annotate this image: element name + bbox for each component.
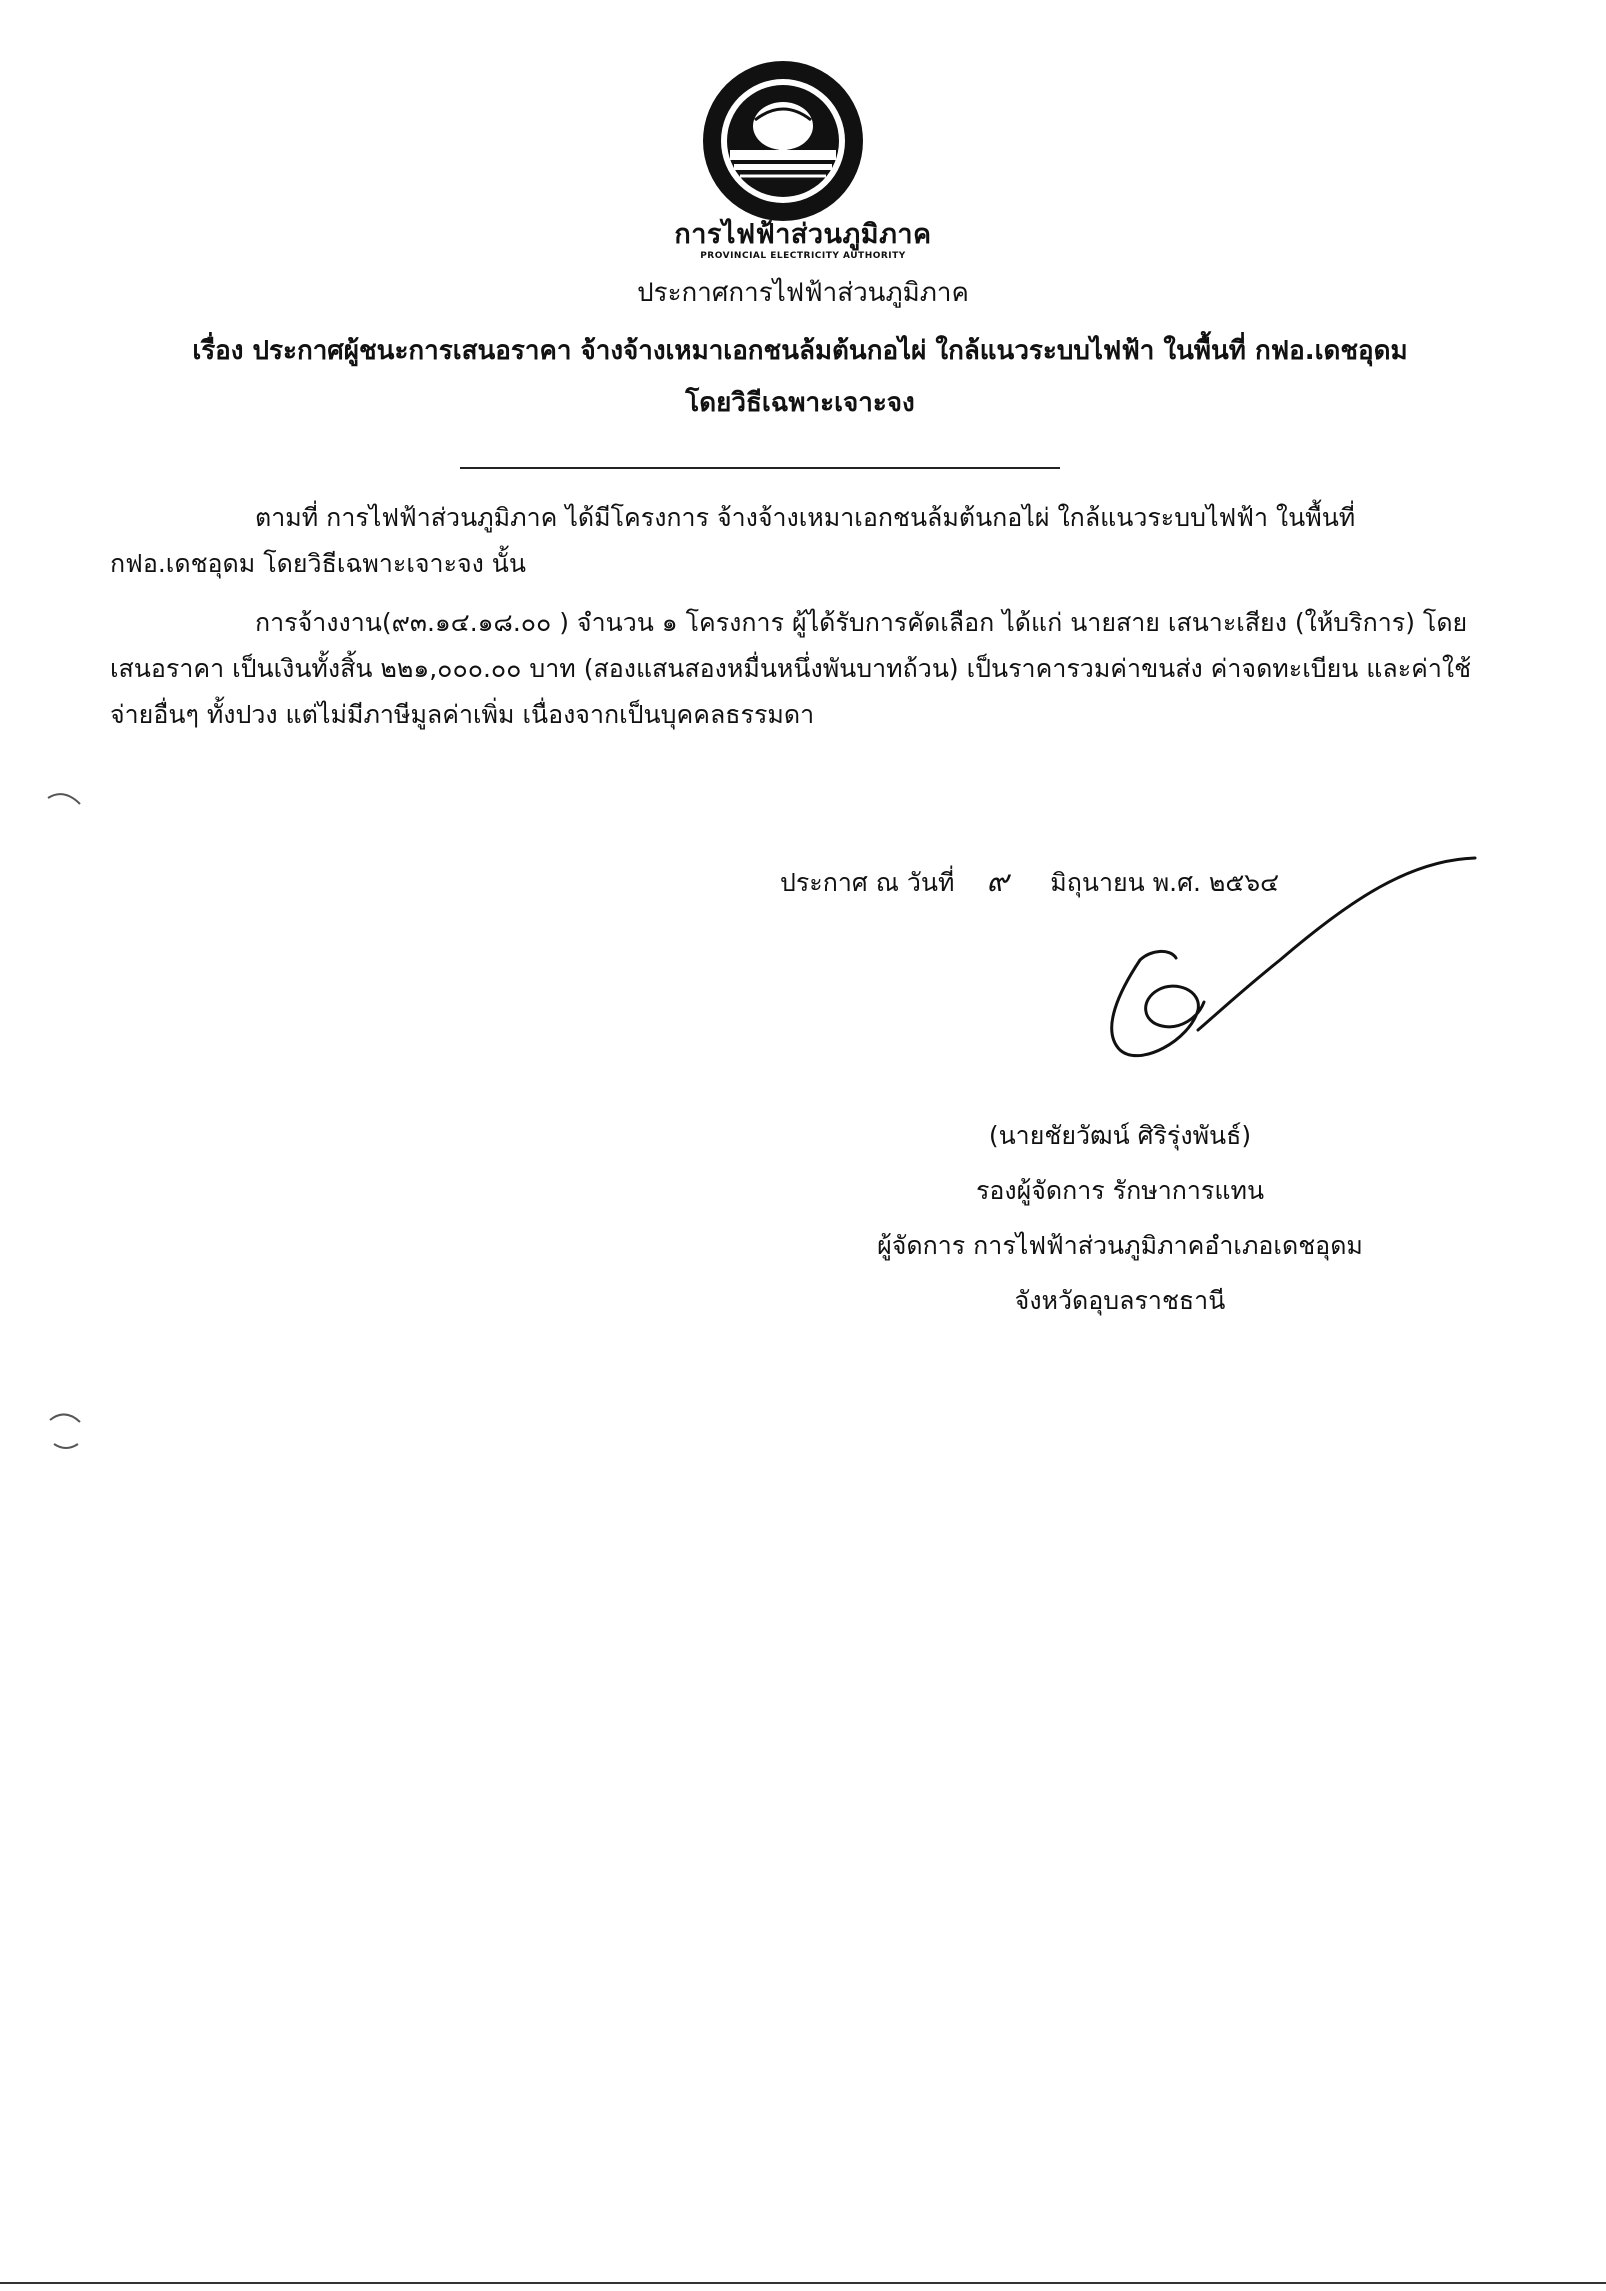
punch-hole-mark (40, 1400, 90, 1460)
signatory-position-2: ผู้จัดการ การไฟฟ้าส่วนภูมิภาคอำเภอเดชอุดม (877, 1231, 1363, 1260)
paragraph-1-text: ตามที่ การไฟฟ้าส่วนภูมิภาค ได้มีโครงการ จ้างจ้างเหมาเอกชนล้มต้นกอไผ่ ใกล้แนวระบบไฟฟ้า ในพื้นที่ กฟอ.เดชอุดม โดยวิธีเฉพาะเจาะจง นั้น (110, 503, 1356, 578)
body-paragraph-2 (110, 600, 1485, 738)
date-prefix: ประกาศ ณ วันที่ (780, 868, 955, 897)
body-paragraph-1 (110, 495, 1485, 587)
title-divider (460, 467, 1060, 469)
date-day: ๙ (986, 864, 1009, 899)
pea-emblem-icon (700, 58, 866, 224)
scan-artifact (40, 780, 90, 820)
signatory-name: (นายชัยวัฒน์ ศิริรุ่งพันธ์) (988, 1121, 1252, 1150)
signature-icon (1080, 840, 1480, 1080)
scan-edge-line (0, 2282, 1606, 2284)
announcement-title: ประกาศการไฟฟ้าส่วนภูมิภาค (637, 278, 969, 308)
signatory-position-1: รองผู้จัดการ รักษาการแทน (975, 1176, 1265, 1205)
subject-line: เรื่อง ประกาศผู้ชนะการเสนอราคา จ้างจ้างเหมาเอกชนล้มต้นกอไผ่ ใกล้แนวระบบไฟฟ้า ในพื้นที่ กฟอ.เดชอุดม (192, 336, 1408, 366)
signatory-position-3: จังหวัดอุบลราชธานี (1014, 1286, 1226, 1315)
signatory-block (820, 1108, 1420, 1328)
subject-line-2: โดยวิธีเฉพาะเจาะจง (685, 388, 915, 418)
org-name-english: PROVINCIAL ELECTRICITY AUTHORITY (700, 251, 906, 261)
date-month-year: มิถุนายน พ.ศ. ๒๕๖๔ (1050, 868, 1280, 897)
org-name-thai: การไฟฟ้าส่วนภูมิภาค (674, 219, 932, 250)
paragraph-2-text: การจ้างงาน(๙๓.๑๔.๑๘.๐๐ ) จำนวน ๑ โครงการ ผู้ได้รับการคัดเลือก ได้แก่ นายสาย เสนาะเสียง (ให้บริการ) โดยเสนอราคา เป็นเงินทั้งสิ้น ๒๒๑,๐๐๐.๐๐ บาท (สองแสนสองหมื่นหนึ่งพันบาทถ้วน) เป็นราคารวมค่าขนส่ง ค่าจดทะเบียน และค่าใช้จ่ายอื่นๆ ทั้งปวง แต่ไม่มีภาษีมูลค่าเพิ่ม เนื่องจากเป็นบุคคลธรรมดา (110, 608, 1472, 729)
